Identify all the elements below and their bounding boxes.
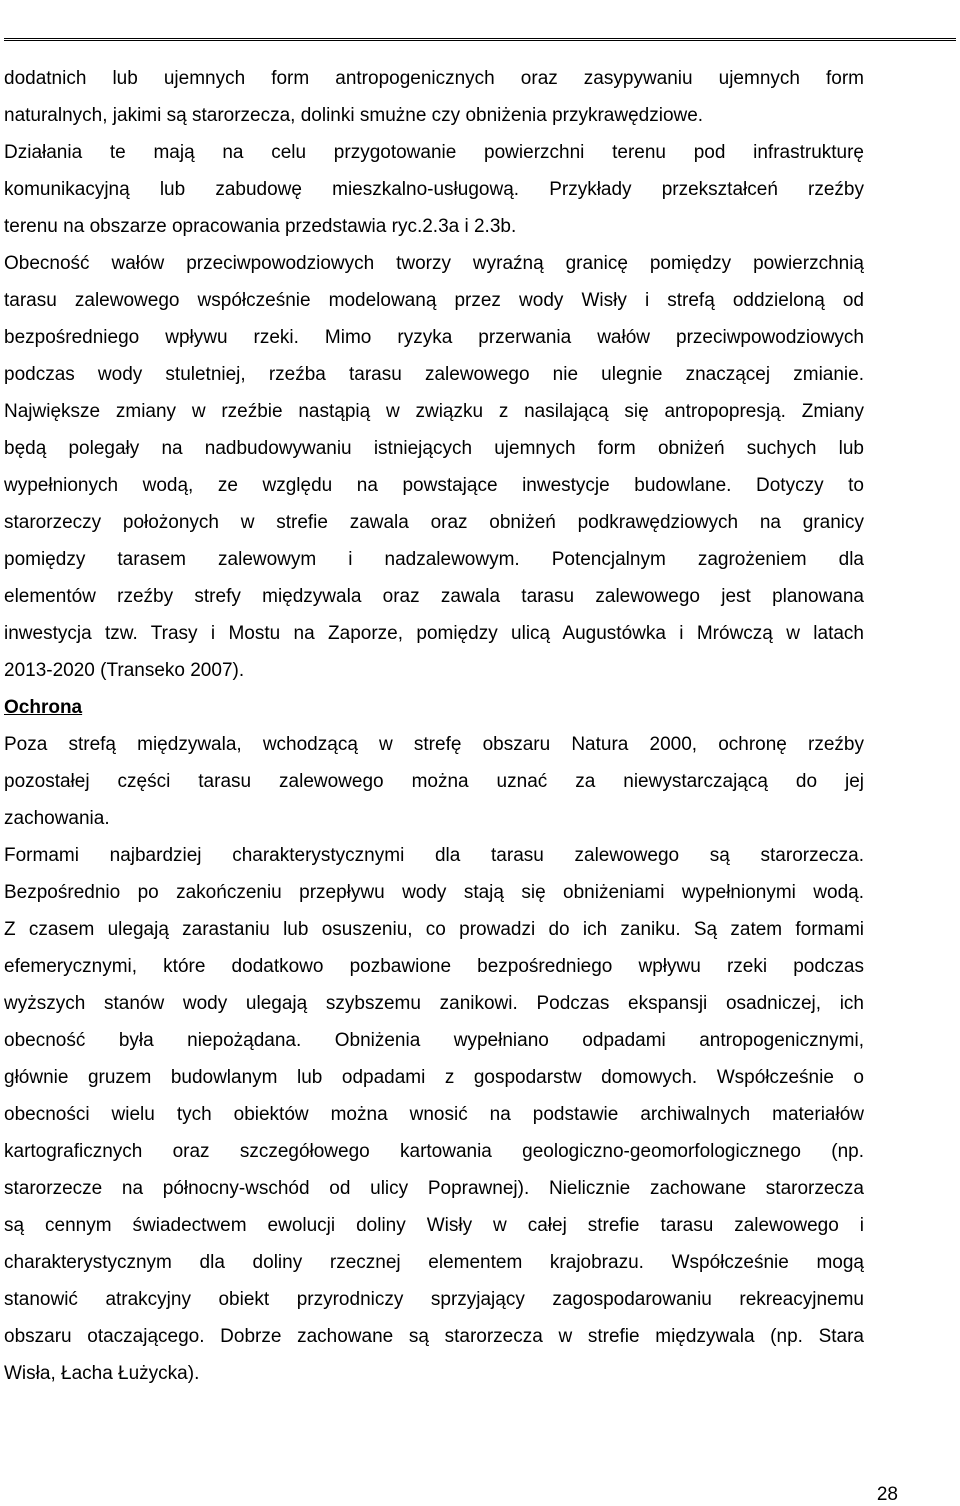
text-line: obszaru otaczającego. Dobrze zachowane są starorzecza w strefie międzywala (np. Stara — [4, 1326, 864, 1347]
text-line: inwestycja tzw. Trasy i Mostu na Zaporze, pomiędzy ulicą Augustówka i Mrówczą w latach — [4, 623, 864, 644]
text-line: Największe zmiany w rzeźbie nastąpią w związku z nasilającą się antropopresją. Zmiany — [4, 401, 864, 422]
page-header — [4, 0, 954, 20]
text-line: obecności wielu tych obiektów można wnosić na podstawie archiwalnych materiałów — [4, 1104, 864, 1125]
page-number: 28 — [876, 1484, 898, 1505]
document-body — [4, 60, 864, 1392]
text-line: starorzecze na północny-wschód od ulicy Poprawnej). Nielicznie zachowane starorzecza — [4, 1178, 864, 1199]
text-line: pozostałej części tarasu zalewowego można uznać za niewystarczającą do jej — [4, 771, 864, 792]
text-line: Poza strefą międzywala, wchodzącą w strefę obszaru Natura 2000, ochronę rzeźby — [4, 734, 864, 755]
text-line: Formami najbardziej charakterystycznymi dla tarasu zalewowego są starorzecza. — [4, 845, 864, 866]
text-line: Bezpośrednio po zakończeniu przepływu wody stają się obniżeniami wypełnionymi wodą. — [4, 882, 864, 903]
text-line: tarasu zalewowego współcześnie modelowaną przez wody Wisły i strefą oddzieloną od — [4, 290, 864, 311]
text-line: elementów rzeźby strefy międzywala oraz zawala tarasu zalewowego jest planowana — [4, 586, 864, 607]
text-line: wyższych stanów wody ulegają szybszemu zanikowi. Podczas ekspansji osadniczej, ich — [4, 993, 864, 1014]
text-line: zachowania. — [4, 808, 110, 829]
text-line: komunikacyjną lub zabudowę mieszkalno-usługową. Przykłady przekształceń rzeźby — [4, 179, 864, 200]
text-line: stanowić atrakcyjny obiekt przyrodniczy sprzyjający zagospodarowaniu rekreacyjnemu — [4, 1289, 864, 1310]
text-line: charakterystycznym dla doliny rzecznej elementem krajobrazu. Współcześnie mogą — [4, 1252, 864, 1273]
section-heading — [4, 689, 864, 726]
section-heading-text: Ochrona — [4, 697, 83, 718]
text-line: obecność była niepożądana. Obniżenia wypełniano odpadami antropogenicznymi, — [4, 1030, 864, 1051]
text-line: wypełnionych wodą, ze względu na powstające inwestycje budowlane. Dotyczy to — [4, 475, 864, 496]
text-line: Wisła, Łacha Łużycka). — [4, 1363, 200, 1384]
text-line: kartograficznych oraz szczegółowego kartowania geologiczno-geomorfologicznego (np. — [4, 1141, 864, 1162]
header-title: Studium ekofizjograficzne dla obszaru położonego w rejonie Zakola Wawerskiego... — [4, 0, 632, 19]
text-line: będą polegały na nadbudowywaniu istniejących ujemnych form obniżeń suchych lub — [4, 438, 864, 459]
text-line: Z czasem ulegają zarastaniu lub osuszeniu, co prowadzi do ich zaniku. Są zatem formami — [4, 919, 864, 940]
text-line: głównie gruzem budowlanym lub odpadami z gospodarstw domowych. Współcześnie o — [4, 1067, 864, 1088]
text-line: naturalnych, jakimi są starorzecza, dolinki smużne czy obniżenia przykrawędziowe. — [4, 105, 704, 126]
text-line: terenu na obszarze opracowania przedstawia ryc.2.3a i 2.3b. — [4, 216, 517, 237]
text-line: dodatnich lub ujemnych form antropogenicznych oraz zasypywaniu ujemnych form — [4, 68, 864, 89]
text-line: starorzeczy położonych w strefie zawala oraz obniżeń podkrawędziowych na granicy — [4, 512, 864, 533]
header-year: 2008 — [916, 0, 954, 19]
text-line: bezpośredniego wpływu rzeki. Mimo ryzyka przerwania wałów przeciwpowodziowych — [4, 327, 864, 348]
text-line: podczas wody stuletniej, rzeźba tarasu zalewowego nie ulegnie znaczącej zmianie. — [4, 364, 864, 385]
text-line: 2013-2020 (Transeko 2007). — [4, 660, 245, 681]
text-line: Działania te mają na celu przygotowanie powierzchni terenu pod infrastrukturę — [4, 142, 864, 163]
text-line: Obecność wałów przeciwpowodziowych tworzy wyraźną granicę pomiędzy powierzchnią — [4, 253, 864, 274]
text-line: są cennym świadectwem ewolucji doliny Wisły w całej strefie tarasu zalewowego i — [4, 1215, 864, 1236]
text-line: pomiędzy tarasem zalewowym i nadzalewowym. Potencjalnym zagrożeniem dla — [4, 549, 864, 570]
text-line: efemerycznymi, które dodatkowo pozbawione bezpośredniego wpływu rzeki podczas — [4, 956, 864, 977]
header-rule — [4, 38, 956, 41]
